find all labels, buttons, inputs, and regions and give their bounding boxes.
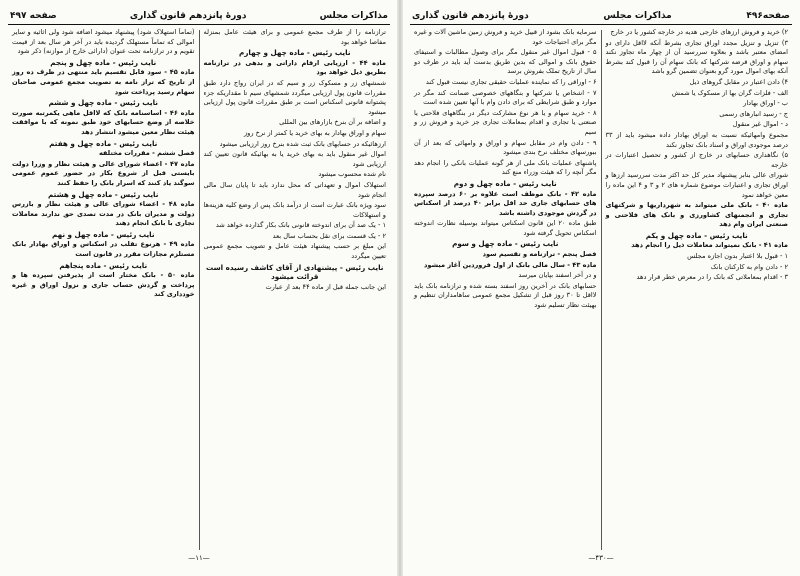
speaker-heading: نایب رئیس - ماده چهل و سوم	[452, 239, 559, 249]
text-paragraph: ۵) نگاهداری حسابهای در خارج از کشور و تحصیل اعتبارات در خارجه	[605, 151, 788, 169]
text-paragraph: ۴) دادن اعتبار در مقابل گروهای ذیل	[689, 77, 788, 86]
article-paragraph: ماده ۴۵ - سود قابل تقسیم باید منتهی در ظرف ده روز از تاریخ که تراز نامه به تصویب مجمع عمومی صاحبان سهام رسید پرداخت شود	[12, 68, 195, 96]
speaker-heading: نایب رئیس - ماده چهل و یکم	[645, 230, 748, 240]
speaker-heading: نایب رئیس - ماده چهل و پنجم	[50, 57, 157, 67]
article-paragraph: ماده ۴۶ - اساسنامه بانک که لااقل ماهی یکمرتبه صورت خلاصه از وضع حسابهای خود طبق نمونه که با موافقت هیئت نظار معین میشود انتشار دهد	[12, 108, 195, 136]
speaker-heading: نایب رئیس - پیشنهادی از آقای کاشف رسیده است قرائت میشود	[206, 262, 384, 282]
text-paragraph: (تماماً استهلاک شود) پیشنهاد میشود اضافه شود ولی اثاثیه و سایر اموالی که تماماً مستهلک گردیده باید در آخر هر سال بعد از قیمت تقویم و در ترازنامه تحت عنوان (دارائی خارج از موازنه) ذکر شود	[12, 28, 195, 56]
article-paragraph: ماده ۴۲ - بانک موظف است علاوه بر ۶۰ درصد سپرده های حسابهای جاری حد اقل برابر ۴۰ درصد از اسکناس در گردش موجودی داشته باشد	[414, 189, 597, 217]
text-paragraph: ارزهائیکه در حسابهای بانک ثبت شده بنرخ روز ارزیابی میشود	[219, 139, 386, 148]
page-number: صفحه ۴۹۷	[10, 11, 57, 21]
speaker-heading: نایب رئیس - ماده چهل و نهم	[51, 229, 155, 239]
text-paragraph: پاشنهای عملیات بانک ملی از هر گونه عملیات بانکی را انجام دهد مگر آنچه را که هیئت وزراء منع کند	[414, 158, 597, 177]
article-paragraph: ماده ۴۷ - اعضاء شورای عالی و هیئت نظار و وزرا دولت بایستی قبل از شروع بکار در حضور عموم عمومی سوگند یاد کنند که اسرار بانک را حفظ کنند	[12, 159, 195, 187]
text-paragraph: ۵ - قبول اموال غیر منقول مگر برای وصول مطالبات و استیفای حقوق بانک و اموالی که بدین طریق بدست آید باید در ظرف دو سال از تاریخ تملک بفروش برسد	[414, 48, 597, 76]
text-column-right	[602, 28, 793, 552]
journal-title: مذاکرات مجلس	[603, 11, 672, 21]
text-paragraph: ۱ - یک صد آن برای اندوخته قانونی بانک بکار گذارده خواهد شد	[215, 221, 386, 230]
left-page	[8, 8, 390, 568]
text-paragraph: ۲ - دادن وام به کارکنان بانک	[710, 262, 788, 271]
text-paragraph: ۶ - اوراقی را که نماینده عملیات حقیقی تجاری نیست قبول کند	[425, 77, 597, 86]
text-paragraph: ۹ - دادن وام در مقابل سهام و اوراق و وامهائی که بعد از آن ببورسهای مختلف نرخ بندی میشود	[414, 138, 597, 157]
speaker-heading: نایب رئیس - ماده چهل و دوم	[453, 178, 557, 188]
text-paragraph: ۱ - قبول بلا اعتبار بدون اجازه مجلس	[687, 252, 788, 261]
page-header	[410, 8, 792, 25]
article-paragraph: ماده ۴۳ - سال مالی بانک از اول فروردین آغاز میشود	[424, 260, 597, 269]
book-gutter	[397, 0, 403, 576]
article-paragraph: ماده ۴۴ - ارزیابی ارقام داراتی و بدهی در ترازنامه بطریق ذیل خواهد بود	[203, 58, 386, 77]
session-title: دورۀ پانزدهم قانون گذاری	[412, 11, 529, 21]
text-paragraph: و در آخر اسفند بپایان میرسد	[518, 271, 597, 280]
page-footer: —۱۱—	[188, 554, 210, 562]
text-paragraph: طبق ماده ۲۰ این قانون اسکناس میتواند بوسیله نظارت اندوخته اسکناس تحویل گرفته شود	[414, 219, 597, 237]
text-paragraph: حسابهای بانک در آخرین روز اسفند بسته شده و ترازنامه بانک باید لااقل تا ۳۰ روز قبل از تشکیل مجمع عمومی ساهامداران تنظیم و بهیئت نظار تسلیم شود	[414, 281, 597, 310]
article-paragraph: ماده ۴۱ - بانک نمیتواند معاملات ذیل را انجام دهد	[631, 241, 788, 250]
speaker-heading: نایب رئیس - ماده پنجاهم	[59, 260, 148, 270]
speaker-heading: نایب رئیس - ماده چهل و چهارم	[238, 48, 351, 58]
text-paragraph: استهلاک اموال و تعهداتی که محل ندارد باید تا پایان سال مالی انجام شود	[203, 180, 386, 199]
article-paragraph: فصل ششم - مقررات مختلفه	[98, 149, 195, 158]
text-paragraph: شمشهای زر و مسکوک زر و سیم که در ایران رواج دارد طبق مقررات قانون پول ارزیابی میگردد شمشهای سیم تا مقداریکه جزء پشتوانه قانونی اسکناس است بر طبق مقررات قانون پول ارزیابی میشود	[203, 78, 386, 116]
text-paragraph: الف - فلزات گران بها از مسکوک یا شمش	[671, 88, 788, 97]
text-paragraph: ۲ - یک قسمت برای نقل بحساب سال بعد	[272, 231, 386, 240]
page-number: صفحه۴۹۶	[746, 11, 790, 21]
text-paragraph: ۳) تنزیل و تنزیل مجدد اوراق تجاری بشرط آنکه لااقل دارای دو امضای معتبر باشد و بعلاوه سررسید آن از چهار ماه تجاوز نکند سهام و اوراق قرضه شرکتها که بانک سهام آن را قبول کند بشرط آنکه بهای اموال مورد گرو بعنوان تضمین گرو باشد	[605, 38, 788, 76]
text-paragraph: ۲) خرید و فروش ارزهای خارجی هدیه در خارجه کشور یا در خارج	[610, 28, 788, 36]
right-page	[410, 8, 792, 568]
journal-title: مذاکرات مجلس	[319, 11, 388, 21]
text-paragraph: ۷ - اشخاص یا شرکتها و بنگاههای خصوصی ضمانت کند مگر در موارد و طبق شرایطی که برای دادن وام با آنها تعیین شده است	[414, 88, 597, 107]
text-paragraph: ترازنامه را از طرف مجمع عمومی و برای هیئت عامل بمنزله مفاصا خواهد بود	[203, 28, 386, 46]
column-divider	[601, 30, 602, 550]
text-paragraph: این جانب جمله قبل از ماده ۴۴ بعد از عبارت	[265, 282, 386, 291]
text-column-right	[200, 28, 391, 552]
session-title: دورۀ پانزدهم قانون گذاری	[129, 11, 247, 21]
text-paragraph: مجموع وامهائیکه نسبت به اوراق بهادار داده میشود باید از ۳۳ درصد موجودی اوراق و اسناد بانک تجاوز نکند	[605, 130, 788, 149]
article-paragraph: ماده ۴۹ - هرنوع تقلب در اسکناس و اوراق بهادار بانک مستلزم مجازات مقرر در قانون است	[12, 240, 195, 259]
text-paragraph: ج - رسید انبارهای رسمی	[719, 109, 788, 118]
text-column-left	[8, 28, 199, 552]
text-paragraph: د - اموال غیر منقول	[732, 120, 788, 129]
text-column-left	[410, 28, 601, 552]
text-paragraph: این مبلغ بر حسب پیشنهاد هیئت عامل و تصویب مجمع عمومی تعیین میگردد	[203, 242, 386, 261]
text-paragraph: سرمایه بانک بشود از قبیل خرید و فروش زمین ماشین آلات و غیره مگر برای احتیاجات خود	[414, 28, 597, 46]
text-paragraph: اموال غیر منقول باید به بهای خرید یا به بهائیکه قانون تعیین کند ارزیابی شود	[203, 150, 386, 168]
speaker-heading: نایب رئیس - ماده چهل و هفتم	[49, 138, 158, 148]
text-paragraph: سهام و اوراق بهادار به بهای خرید یا کمتر از نرخ روز	[243, 128, 386, 137]
text-paragraph: ب - اوراق بهادار	[743, 99, 788, 108]
text-paragraph: ۸ - خرید سهام و یا هر نوع مشارکت دیگر در بنگاههای فلاحتی یا صنعتی یا تجاری و اقدام بمعاملات تجاری جز خرید و فروش زر و سیم	[414, 108, 597, 136]
speaker-heading: نایب رئیس - ماده چهل و ششم	[48, 98, 159, 108]
article-paragraph: فصل پنجم - ترازنامه و تقسیم سود	[482, 250, 597, 259]
article-paragraph: ماده ۴۰ - بانک ملی میتواند به شهرداریها و شرکتهای تجاری و انجمنهای کشاورزی و بانک های فلاحتی و صنعتی ایران وام دهد	[605, 201, 788, 229]
text-paragraph: و اضافه بر آن بنرخ بازارهای بین المللی	[279, 118, 386, 127]
page-footer: —۴۳۰—	[588, 554, 614, 562]
text-paragraph: سود ویژه بانک عبارت است از درآمد بانک پس از وضع کلیه هزینه‌ها و استهلاکات	[203, 201, 386, 219]
speaker-heading: نایب رئیس - ماده چهل و هشتم	[48, 189, 159, 199]
column-divider	[199, 30, 200, 550]
article-paragraph: ماده ۴۸ - اعضاء شورای عالی و هیئت نظار و بازرس دولت و مدیران بانک در مدت تصدی حق ندارند معاملات تجاری با بانک انجام دهند	[12, 200, 195, 228]
article-paragraph: ماده ۵۰ - بانک مختار است از پذیرفتن سپرده ها و پرداخت و گردش حساب جاری و نزول اوراق و غیره خودداری کند	[12, 271, 195, 299]
page-header	[8, 8, 390, 25]
text-paragraph: ۳ - اقدام بمعاملاتی که بانک را در معرض خطر قرار دهد	[636, 273, 788, 282]
text-paragraph: نام شده محسوب میشود	[318, 170, 386, 179]
text-paragraph: شورای عالی بنابر پیشنهاد مدیر کل حد اکثر مدت سررسید ارزها و اوراق تجاری و اعتبارات موضوع شماره های ۲ و ۳ و ۴ این ماده را معین خواهد نمود	[605, 171, 788, 199]
